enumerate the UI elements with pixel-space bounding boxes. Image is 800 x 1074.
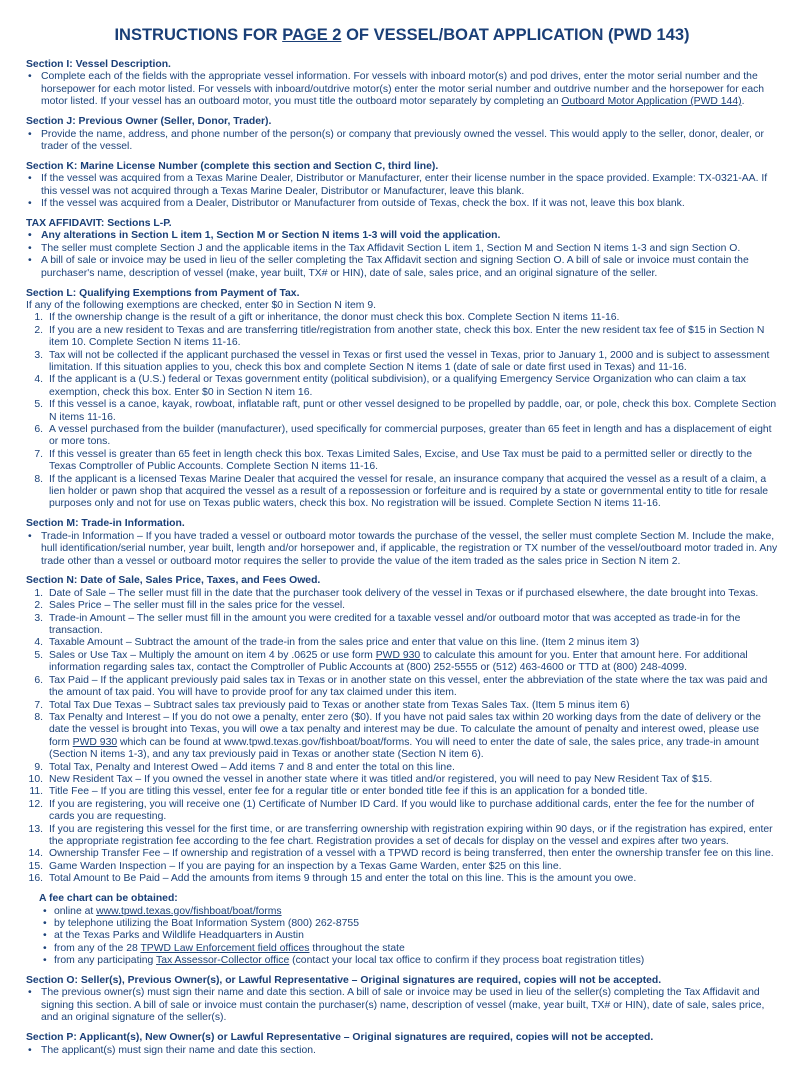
text-segment: Tax Penalty and Interest – If you do not owe a penalty, enter zero ($0). If you have not paid sales tax within 20 working days from the date of delivery or the date the vessel is brought into Texas, you will owe a tax penalty and interest may be due. To calculate the amount of penalty and interest owed, please use form xyxy=(49,711,761,748)
text-segment: OF VESSEL/BOAT APPLICATION (PWD 143) xyxy=(341,26,690,44)
section-fee-chart xyxy=(26,893,778,967)
text-segment: If you are registering, you will receive one (1) Certificate of Number ID Card. If you would like to purchase additional cards, enter the fee for the number of cards you are requesting. xyxy=(49,798,755,823)
item-text xyxy=(26,300,376,311)
sub-bullet-item xyxy=(26,918,778,930)
numbered-item xyxy=(26,799,778,824)
text-segment: throughout the state xyxy=(309,942,405,954)
section-section-o xyxy=(26,975,778,1025)
item-text xyxy=(49,824,773,847)
text-segment: If any of the following exemptions are checked, enter $0 in Section N item 9. xyxy=(26,299,377,311)
text-segment: Sales or Use Tax – Multiply the amount on item 4 by .0625 or use form xyxy=(49,649,376,661)
link[interactable]: Tax Assessor-Collector office xyxy=(156,955,290,967)
paragraph xyxy=(26,300,778,312)
link[interactable]: PWD 930 xyxy=(375,649,421,661)
section-section-n xyxy=(26,575,778,885)
numbered-item xyxy=(26,774,778,786)
text-segment: The seller must complete Section J and the applicable items in the Tax Affidavit Section L item 1, Section M and Section N items 1-3 and sign Section O. xyxy=(41,242,741,254)
item-number: 15. xyxy=(28,860,43,872)
item-text xyxy=(41,230,500,241)
item-text xyxy=(49,449,752,472)
numbered-item xyxy=(26,873,778,885)
section-heading: Section O: Seller(s), Previous Owner(s), or Lawful Representative – Original signatures are required, copies will not be accepted. xyxy=(26,975,662,987)
item-text xyxy=(54,943,405,954)
document-body xyxy=(26,59,778,1057)
text-segment: Ownership Transfer Fee – If ownership and registration of a vessel with a TPWD record is being transferred, then enter the ownership transfer fee on this line. xyxy=(49,848,774,860)
text-segment: If this vessel is greater than 65 feet in length check this box. Texas Limited Sales, Excise, and Use Tax must be paid to a permitted seller or directly to the Texas Comptroller of Public Accounts. Complete Section N items 11-16. xyxy=(49,448,753,473)
section-heading: Section P: Applicant(s), New Owner(s) or Lawful Representative – Original signatures are required, copies will not be accepted. xyxy=(26,1032,654,1044)
numbered-item xyxy=(26,712,778,762)
text-segment: online at xyxy=(54,905,97,917)
item-text xyxy=(41,198,685,209)
text-segment: If this vessel is a canoe, kayak, rowboat, inflatable raft, punt or other vessel designed to be propelled by paddle, oar, or pole, check this box. Complete Section N items 11-16. xyxy=(49,399,777,423)
text-segment: by telephone utilizing the Boat Information System (800) 262-8755 xyxy=(54,917,359,929)
text-segment: Trade-in Information – If you have traded a vessel or outboard motor towards the purchase of the vessel, the seller must complete Section M. Include the make, hull identification/serial number, year built, length and/or horsepower and, if applicable, the registration or TX number of the vessel/outboard motor traded in. Any trade other than a vessel or outboard motor requires the seller to provide the value of the item traded as the sales price in Section N item 2. xyxy=(41,530,778,567)
item-number: 8. xyxy=(34,473,43,485)
item-text xyxy=(49,675,767,698)
numbered-item xyxy=(26,588,778,600)
item-text xyxy=(49,325,764,348)
bullet-icon: • xyxy=(28,230,32,242)
item-text xyxy=(41,987,764,1023)
item-number: 4. xyxy=(34,637,43,649)
text-segment: Tax will not be collected if the applicant purchased the vessel in Texas or first used the vessel in Texas, prior to January 1, 2000 and is subject to assessment limitation. If this situation applies to you, check this box and complete Section N items 1 (date of sale or date first used in Texas) and 11-16. xyxy=(49,349,770,373)
bullet-item xyxy=(26,255,778,280)
numbered-item xyxy=(26,861,778,873)
item-text xyxy=(41,71,764,107)
text-segment: Any alterations in Section L item 1, Section M or Section N items 1-3 will void the application. xyxy=(41,230,501,242)
item-text xyxy=(54,918,359,929)
text-segment: If you are a new resident to Texas and are transferring title/registration from another state, check this box. Enter the new resident tax fee of $15 in Section N item 10. Complete Section N items 11-16. xyxy=(49,324,765,349)
section-section-i xyxy=(26,59,778,109)
numbered-item xyxy=(26,474,778,511)
section-section-m xyxy=(26,518,778,568)
section-heading: Section I: Vessel Description. xyxy=(26,59,171,70)
bullet-item xyxy=(26,173,778,198)
section-heading: Section M: Trade-in Information. xyxy=(26,518,185,530)
numbered-item xyxy=(26,637,778,649)
item-text xyxy=(49,350,769,373)
numbered-item xyxy=(26,848,778,860)
item-text xyxy=(41,1045,316,1056)
item-number: 2. xyxy=(34,324,43,336)
item-number: 4. xyxy=(34,374,43,386)
text-segment: from any of the 28 xyxy=(54,942,141,954)
section-tax-affidavit xyxy=(26,218,778,280)
section-heading: A fee chart can be obtained: xyxy=(39,893,178,905)
item-text xyxy=(49,700,630,711)
bullet-icon: • xyxy=(28,242,32,254)
bullet-item xyxy=(26,198,778,210)
item-text xyxy=(41,243,740,254)
bullet-item xyxy=(26,129,778,154)
sub-bullet-item xyxy=(26,955,778,967)
item-number: 6. xyxy=(34,423,43,435)
text-segment: Total Tax, Penalty and Interest Owed – Add items 7 and 8 and enter the total on this line. xyxy=(49,761,455,773)
item-text xyxy=(49,637,639,648)
item-number: 7. xyxy=(34,448,43,460)
item-text xyxy=(49,786,648,797)
bullet-item xyxy=(26,1045,778,1057)
text-segment: If the ownership change is the result of a gift or inheritance, the donor must check this box. Complete Section N items 11-16. xyxy=(49,312,620,324)
text-segment: If the vessel was acquired from a Texas Marine Dealer, Distributor or Manufacturer, enter their license number in the space provided. Example: TX-0321-AA. If this vessel was not acquired through a Texas Marine Dealer, Distributor or Manufacturer, leave this blank. xyxy=(41,173,768,197)
section-section-p xyxy=(26,1032,778,1057)
bullet-item xyxy=(26,71,778,108)
item-number: 6. xyxy=(34,674,43,686)
text-segment: A vessel purchased from the builder (manufacturer), used specifically for commercial purposes, greater than 65 feet in length and has a displacement of eight or more tons. xyxy=(49,423,772,448)
item-text xyxy=(41,129,764,152)
item-text xyxy=(41,173,767,196)
bullet-item xyxy=(26,987,778,1024)
text-segment: If the applicant is a (U.S.) federal or Texas government entity (political subdivision), or a qualifying Emergency Service Organization who can claim a tax exemption, check this box. Enter $0 in Section N item 16. xyxy=(49,374,746,398)
section-heading: TAX AFFIDAVIT: Sections L-P. xyxy=(26,217,172,229)
text-segment: New Resident Tax – If you owned the vessel in another state where it was titled and/or registered, you will need to pay New Resident Tax of $15. xyxy=(49,773,713,785)
link[interactable]: PWD 930 xyxy=(72,736,118,748)
section-section-k xyxy=(26,161,778,211)
item-number: 11. xyxy=(29,786,43,798)
bullet-icon: • xyxy=(28,255,32,267)
item-number: 13. xyxy=(28,823,43,835)
text-segment: from any participating xyxy=(54,955,157,967)
section-heading: Section L: Qualifying Exemptions from Payment of Tax. xyxy=(26,287,300,299)
text-segment: PAGE 2 xyxy=(282,26,342,44)
numbered-item xyxy=(26,600,778,612)
sub-bullet-item xyxy=(26,943,778,955)
page-title xyxy=(26,26,778,45)
numbered-item xyxy=(26,399,778,424)
item-number: 3. xyxy=(34,349,43,361)
item-text xyxy=(49,399,776,422)
text-segment: The previous owner(s) must sign their name and date this section. A bill of sale or invoice may be used in lieu of the seller(s) completing the Tax Affidavit and signing this section. A bill of sale or invoice must contain the purchaser(s) name, description of vessel (make, year built, TX# or HIN), date of sale, sales price, and an original signature of the seller(s). xyxy=(41,987,765,1024)
item-number: 8. xyxy=(34,711,43,723)
item-text xyxy=(49,861,562,872)
bullet-icon: • xyxy=(28,71,32,83)
bullet-icon: • xyxy=(43,917,47,929)
text-segment: The applicant(s) must sign their name and date this section. xyxy=(41,1044,316,1056)
text-segment: Sales Price – The seller must fill in the sales price for the vessel. xyxy=(49,600,346,612)
text-segment: Tax Paid – If the applicant previously paid sales tax in Texas or in another state on this vessel, enter the abbreviation of the state where the tax was paid and the amount of tax paid. You will have to provide proof for any tax claimed under this item. xyxy=(49,674,768,699)
numbered-item xyxy=(26,675,778,700)
item-text xyxy=(49,588,758,599)
bullet-icon: • xyxy=(43,955,47,967)
item-text xyxy=(49,312,619,323)
text-segment: INSTRUCTIONS FOR xyxy=(114,26,283,44)
section-section-j xyxy=(26,116,778,153)
numbered-item xyxy=(26,700,778,712)
text-segment: If you are registering this vessel for the first time, or are transferring ownership with registration expiring within 90 days, or if the registration has expired, enter the appropriate registration fee according to the fee chart. Registration provides a set of decals for display on the vessel and expires after two years. xyxy=(49,823,773,847)
item-text xyxy=(54,930,304,941)
text-segment: Trade-in Amount – The seller must fill in the amount you were credited for a taxable vessel and/or outboard motor that was accepted as trade-in for the transaction. xyxy=(49,612,741,637)
bullet-icon: • xyxy=(28,198,32,210)
bullet-icon: • xyxy=(28,987,32,999)
item-text xyxy=(49,374,746,397)
text-segment: Complete each of the fields with the appropriate vessel information. For vessels with inboard motor(s) and pod drives, enter the motor serial number and the horsepower for each motor listed. For vessels with inboard/outdrive motor(s) enter the motor serial number and outdrive number and the horsepower for each motor listed. If your vessel has an outboard motor, you must title the outboard motor separately by completing an xyxy=(41,71,765,108)
section-heading: Section J: Previous Owner (Seller, Donor, Trader). xyxy=(26,116,272,128)
numbered-item xyxy=(26,786,778,798)
numbered-item xyxy=(26,424,778,449)
text-segment: Total Tax Due Texas – Subtract sales tax previously paid to Texas or another state from Texas Sales Tax. (Item 5 minus item 6) xyxy=(49,699,630,711)
item-text xyxy=(49,762,455,773)
item-text xyxy=(49,613,740,636)
item-number: 5. xyxy=(34,399,43,411)
numbered-item xyxy=(26,449,778,474)
numbered-item xyxy=(26,650,778,675)
bullet-item xyxy=(26,531,778,568)
section-section-l xyxy=(26,288,778,511)
item-text xyxy=(49,600,345,611)
item-text xyxy=(49,424,772,447)
item-text xyxy=(54,955,644,966)
bullet-icon: • xyxy=(28,173,32,185)
item-text xyxy=(41,255,749,278)
numbered-item xyxy=(26,325,778,350)
numbered-item xyxy=(26,374,778,399)
bullet-icon: • xyxy=(28,530,32,542)
item-number: 2. xyxy=(34,600,43,612)
section-heading: Section N: Date of Sale, Sales Price, Taxes, and Fees Owed. xyxy=(26,575,321,587)
section-heading: Section K: Marine License Number (complete this section and Section C, third line). xyxy=(26,160,439,172)
bullet-icon: • xyxy=(43,942,47,954)
item-number: 9. xyxy=(34,761,43,773)
item-number: 3. xyxy=(34,612,43,624)
numbered-item xyxy=(26,613,778,638)
item-text xyxy=(49,799,754,822)
numbered-item xyxy=(26,312,778,324)
sub-bullet-item xyxy=(26,906,778,918)
item-number: 1. xyxy=(34,587,43,599)
item-text xyxy=(49,848,774,859)
link[interactable]: Outboard Motor Application (PWD 144) xyxy=(561,96,742,108)
item-number: 16. xyxy=(28,873,43,885)
text-segment: at the Texas Parks and Wildlife Headquarters in Austin xyxy=(54,930,304,942)
bullet-item xyxy=(26,243,778,255)
text-segment: Provide the name, address, and phone number of the person(s) or company that previously owned the vessel. This would apply to the seller, donor, dealer, or trader of the vessel. xyxy=(41,128,764,152)
item-number: 7. xyxy=(34,699,43,711)
text-segment: Total Amount to Be Paid – Add the amounts from items 9 through 15 and enter the total on this line. This is the amount you owe. xyxy=(49,873,637,885)
item-text xyxy=(49,712,761,760)
sub-bullet-item xyxy=(26,930,778,942)
item-text xyxy=(49,474,768,510)
text-segment: A bill of sale or invoice may be used in lieu of the seller completing the Tax Affidavit section and signing Section O. A bill of sale or invoice must contain the purchaser's name, description of vessel (make, year built, TX# or HIN), date of sale, sales price, and an original signature of the seller. xyxy=(41,255,749,279)
text-segment: . xyxy=(741,96,745,108)
bullet-item xyxy=(26,230,778,242)
link[interactable]: www.tpwd.texas.gov/fishboat/boat/forms xyxy=(96,905,282,917)
text-segment: to calculate this amount for you. Enter that amount here. For additional information regarding sales tax, contact the Comptroller of Public Accounts at (800) 252-5555 or (512) 463-4600 or TTD at (800) 248-4099. xyxy=(49,649,748,674)
item-number: 14. xyxy=(28,848,43,860)
text-segment: Taxable Amount – Subtract the amount of the trade-in from the sales price and enter that value on this line. (Item 2 minus item 3) xyxy=(49,637,640,649)
numbered-item xyxy=(26,762,778,774)
text-segment: Date of Sale – The seller must fill in the date that the purchaser took delivery of the vessel in Texas or if purchased elsewhere, the date brought into Texas. xyxy=(49,587,759,599)
item-number: 10. xyxy=(28,773,43,785)
bullet-icon: • xyxy=(43,905,47,917)
text-segment: Game Warden Inspection – If you are paying for an inspection by a Texas Game Warden, enter $25 on this line. xyxy=(49,860,562,872)
item-text xyxy=(54,906,282,917)
item-number: 5. xyxy=(34,649,43,661)
item-text xyxy=(41,531,777,567)
text-segment: (contact your local tax office to confirm if they process boat registration titles) xyxy=(289,955,645,967)
numbered-item xyxy=(26,350,778,375)
item-text xyxy=(49,774,712,785)
item-text xyxy=(49,873,636,884)
item-number: 1. xyxy=(34,312,43,324)
text-segment: Title Fee – If you are titling this vessel, enter fee for a regular title or enter bonded title fee if this is an application for a bonded title. xyxy=(49,786,648,798)
item-text xyxy=(49,650,748,673)
bullet-icon: • xyxy=(43,930,47,942)
numbered-item xyxy=(26,824,778,849)
bullet-icon: • xyxy=(28,128,32,140)
bullet-icon: • xyxy=(28,1044,32,1056)
text-segment: If the vessel was acquired from a Dealer, Distributor or Manufacturer from outside of Texas, check the box. If it was not, leave this box blank. xyxy=(41,198,685,210)
link[interactable]: TPWD Law Enforcement field offices xyxy=(140,942,310,954)
item-number: 12. xyxy=(28,798,43,810)
text-segment: If the applicant is a licensed Texas Marine Dealer that acquired the vessel for resale, an insurance company that acquired the vessel as a result of a claim, a lien holder or pawn shop that acquired the vessel as a result of a repossession or forfeiture and is required by a state or governmental entity to title for resale purposes only and not for use on Texas public waters, check this box. No registration will be issued. Complete Section N items 11-16. xyxy=(49,473,769,510)
text-segment: which can be found at www.tpwd.texas.gov/fishboat/boat/forms. You will need to enter the date of sale, the sales price, any trade-in amount (Section N items 1-3), and any tax previously paid in Texas or another state (Section N item 6). xyxy=(49,736,759,761)
